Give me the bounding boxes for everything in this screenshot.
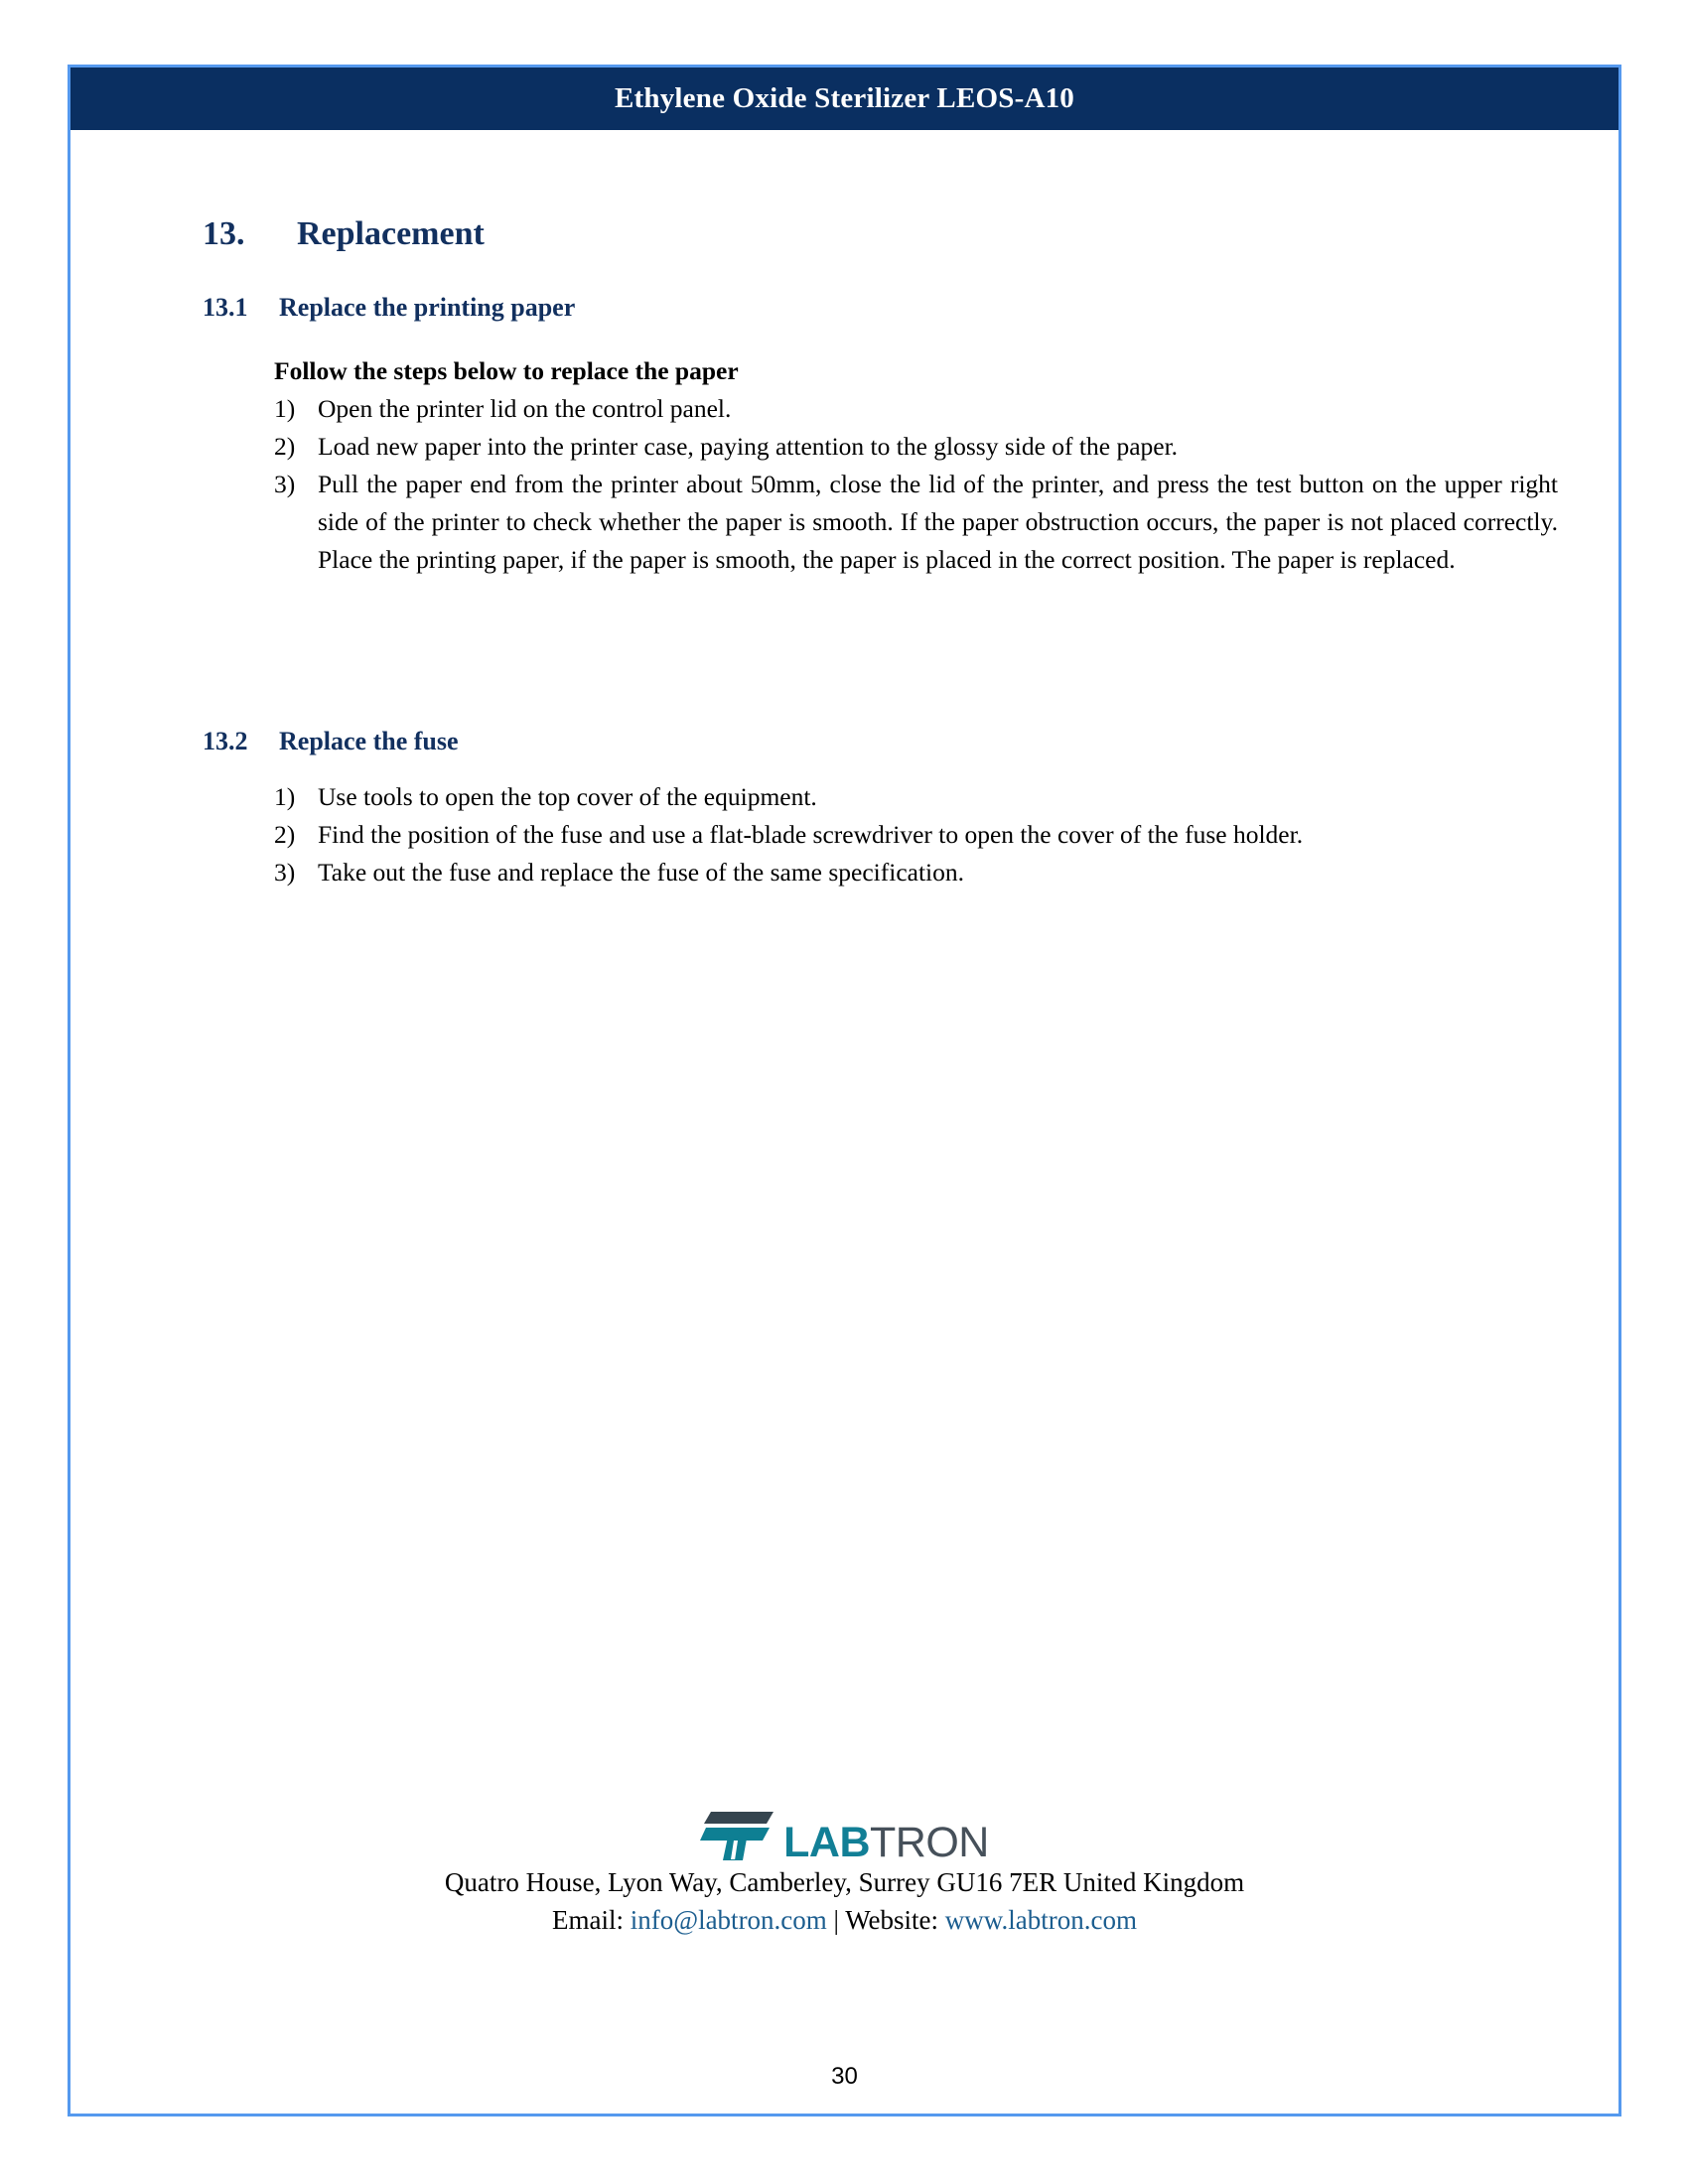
section-title-13: Replacement bbox=[297, 215, 485, 252]
list-item-text: Load new paper into the printer case, paying attention to the glossy side of the paper. bbox=[318, 432, 1179, 461]
footer-email-label: Email: bbox=[551, 1905, 624, 1935]
paper-steps-list bbox=[274, 390, 1558, 579]
footer-website-link[interactable]: www.labtron.com bbox=[944, 1905, 1137, 1935]
page-content bbox=[70, 130, 1618, 2114]
paper-instructions-lead: Follow the steps below to replace the paper bbox=[274, 356, 739, 385]
section-title-13-1: Replace the printing paper bbox=[279, 293, 576, 322]
section-heading-13 bbox=[203, 215, 485, 253]
list-marker: 3) bbox=[274, 858, 296, 887]
labtron-logo-mark-icon bbox=[700, 1808, 777, 1861]
fuse-instructions-block bbox=[274, 778, 1558, 891]
footer-email-link[interactable]: info@labtron.com bbox=[630, 1905, 827, 1935]
paper-instructions-block bbox=[274, 352, 1558, 579]
page-number: 30 bbox=[831, 2063, 858, 2090]
logo-word-lab: LAB bbox=[783, 1819, 871, 1866]
section-number-13-2: 13.2 bbox=[203, 727, 248, 755]
list-item-text: Use tools to open the top cover of the equipment. bbox=[318, 782, 817, 811]
list-marker: 1) bbox=[274, 782, 296, 811]
list-marker: 3) bbox=[274, 470, 296, 498]
list-marker: 2) bbox=[274, 820, 296, 849]
labtron-logo-wordmark bbox=[783, 1819, 989, 1866]
page-frame bbox=[68, 65, 1621, 2116]
list-item bbox=[274, 854, 1558, 891]
section-number-13-1: 13.1 bbox=[203, 293, 248, 322]
document-header-band bbox=[70, 68, 1618, 130]
logo-word-tron: TRON bbox=[870, 1819, 989, 1866]
footer-separator: | bbox=[833, 1905, 839, 1935]
section-heading-13-1 bbox=[203, 293, 575, 323]
page-footer bbox=[70, 1808, 1618, 1939]
section-heading-13-2 bbox=[203, 727, 459, 756]
section-number-13: 13. bbox=[203, 215, 245, 252]
footer-website-label: Website: bbox=[845, 1905, 939, 1935]
list-item-text: Take out the fuse and replace the fuse of the same specification. bbox=[318, 858, 965, 887]
document-header-title: Ethylene Oxide Sterilizer LEOS-A10 bbox=[615, 82, 1074, 114]
list-item-text: Open the printer lid on the control panel. bbox=[318, 394, 732, 423]
list-marker: 1) bbox=[274, 394, 296, 423]
footer-contact bbox=[70, 1901, 1618, 1939]
list-item-text: Pull the paper end from the printer about 50mm, close the lid of the printer, and press the test button on the upper right side of the printer to check whether the paper is smooth. If the paper obstruction occurs, the paper is not placed correctly. Place the printing paper, if the paper is smooth, the paper is placed in the correct position. The paper is replaced. bbox=[318, 470, 1558, 574]
list-item bbox=[274, 428, 1558, 466]
footer-address: Quatro House, Lyon Way, Camberley, Surrey GU16 7ER United Kingdom bbox=[444, 1867, 1245, 1897]
list-item bbox=[274, 816, 1558, 854]
list-item-text: Find the position of the fuse and use a flat-blade screwdriver to open the cover of the fuse holder. bbox=[318, 820, 1304, 849]
list-item bbox=[274, 466, 1558, 579]
section-title-13-2: Replace the fuse bbox=[279, 727, 459, 755]
list-item bbox=[274, 778, 1558, 816]
fuse-steps-list bbox=[274, 778, 1558, 891]
labtron-logo bbox=[70, 1808, 1618, 1866]
list-item bbox=[274, 390, 1558, 428]
list-marker: 2) bbox=[274, 432, 296, 461]
